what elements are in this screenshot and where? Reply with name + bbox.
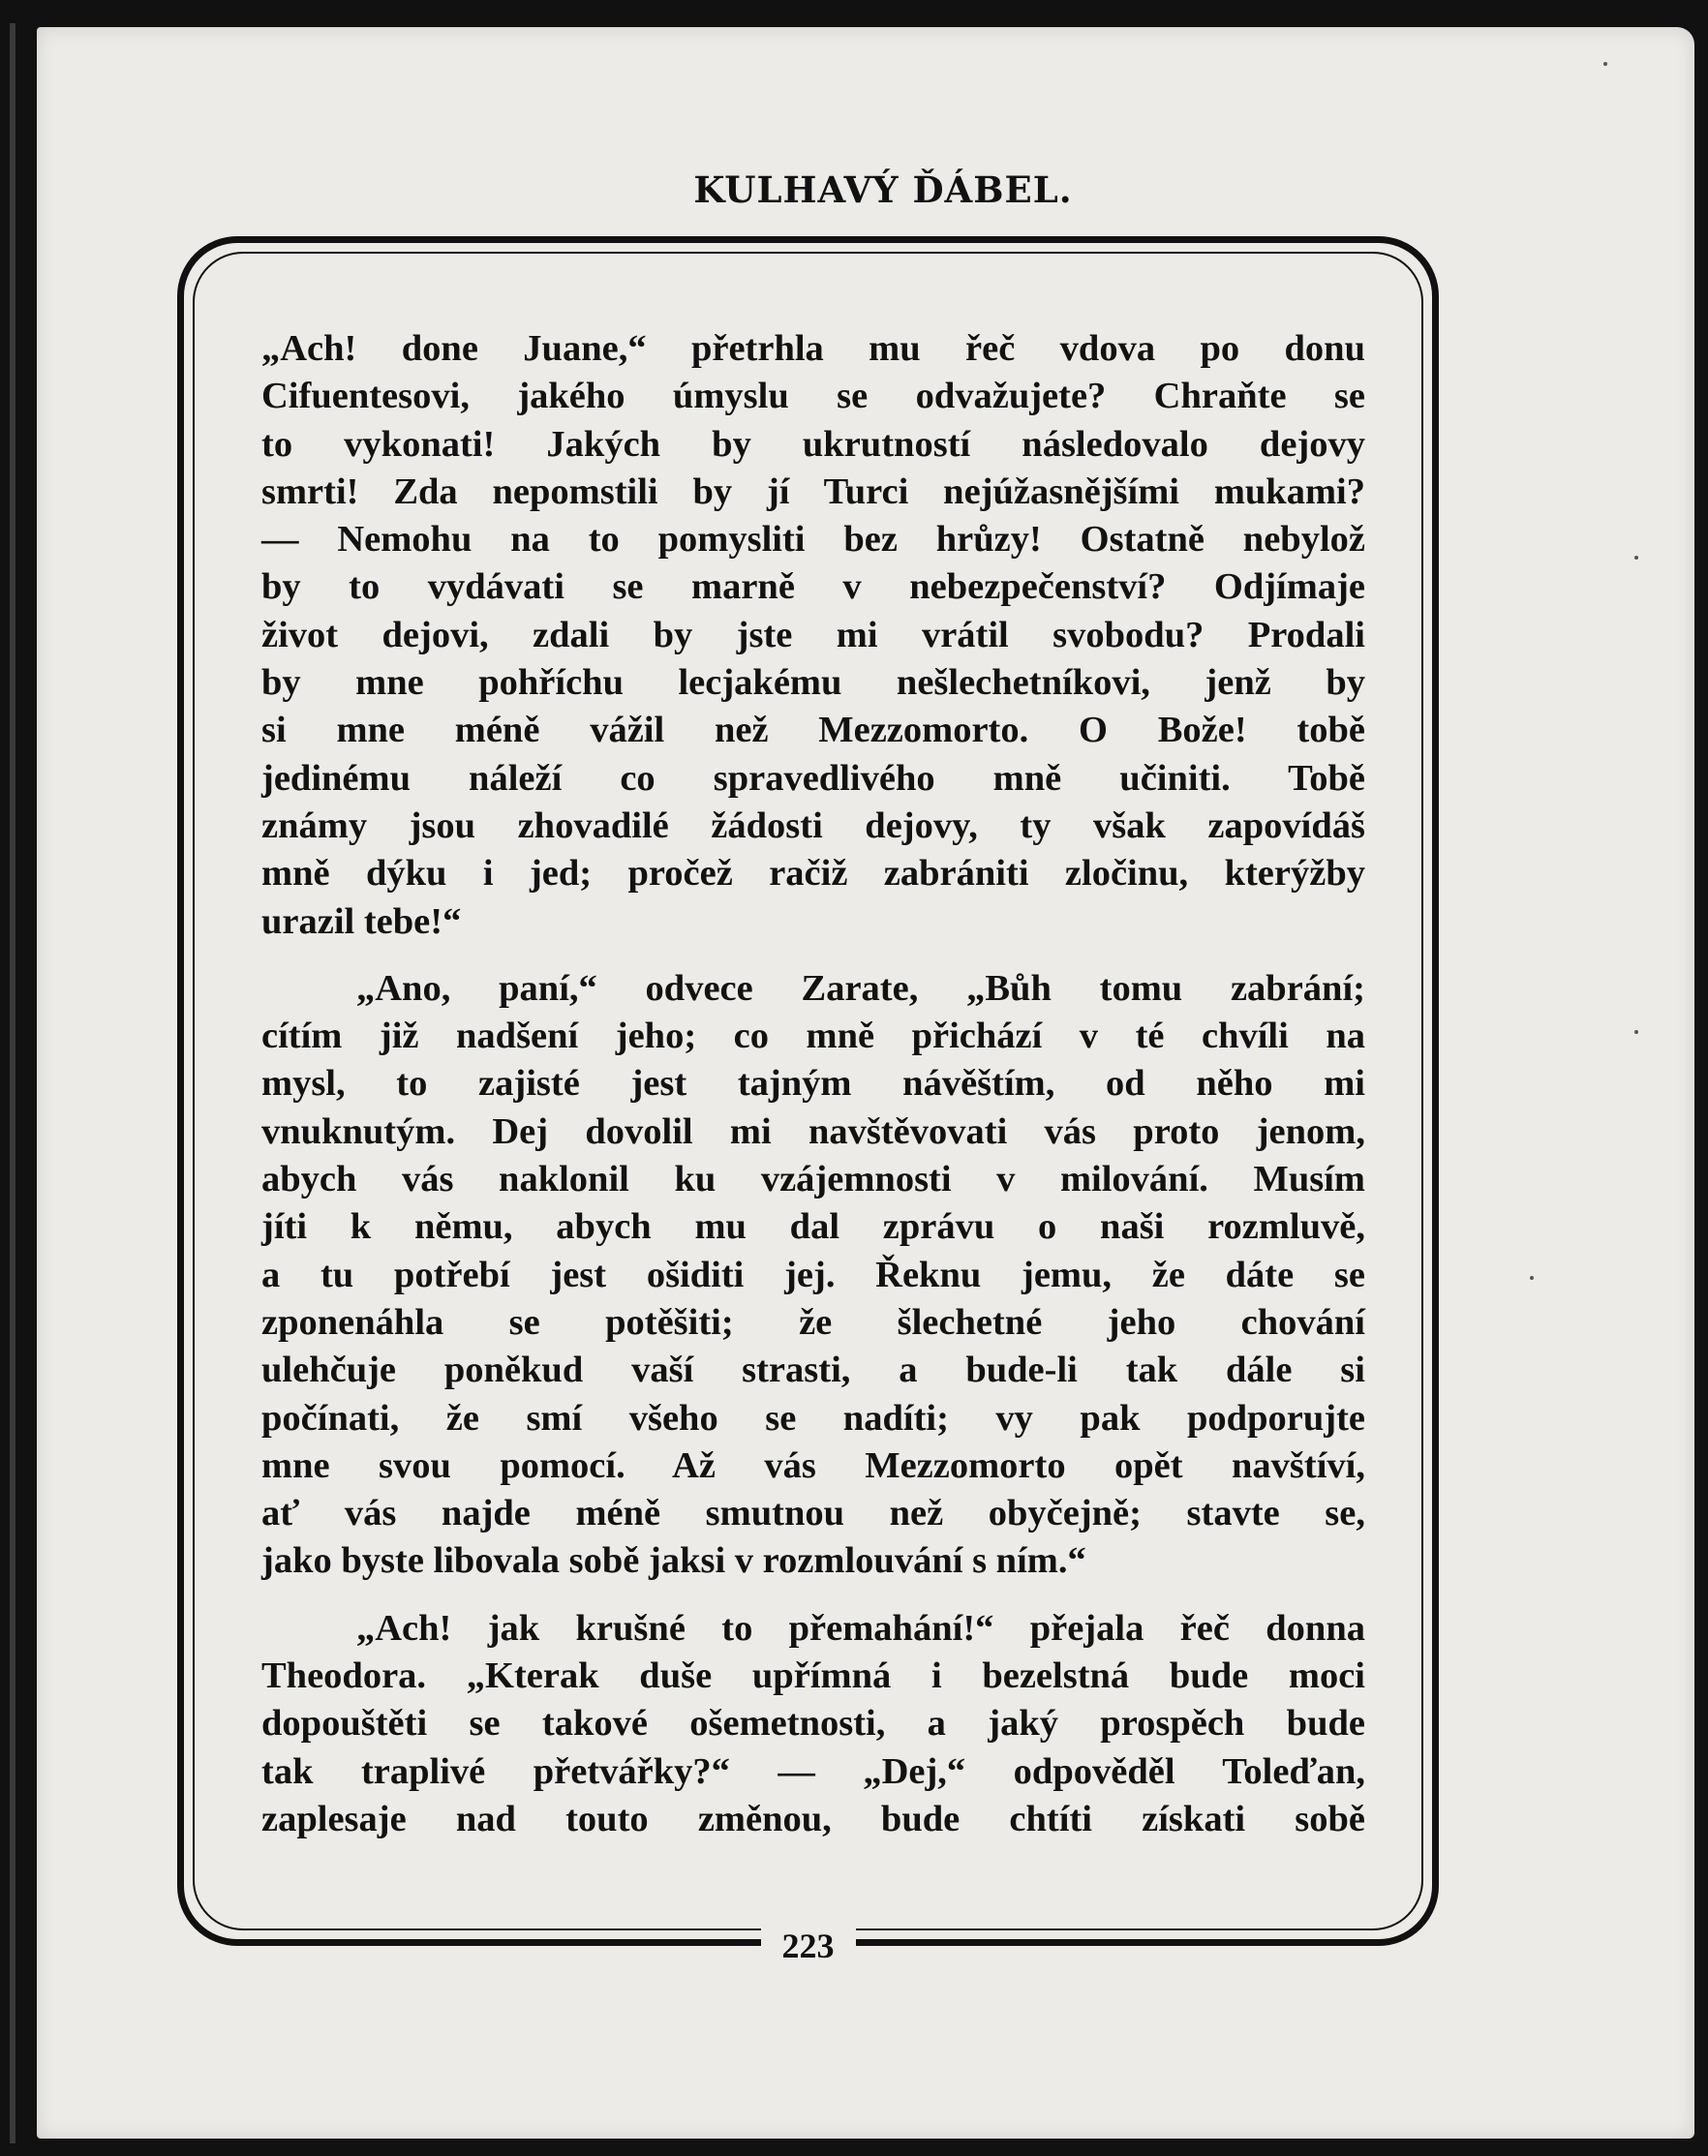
text-line: jedinému náleží co spravedlivého mně učiniti. Tobě: [261, 757, 1365, 799]
text-line: by to vydávati se marně v nebezpečenství? Odjímaje: [261, 566, 1365, 608]
text-line: si mne méně vážil než Mezzomorto. O Bože! tobě: [261, 710, 1365, 751]
text-line: mně dýku i jed; pročež račiž zabrániti zločinu, kterýžby: [261, 853, 1365, 895]
paragraph-2: [261, 965, 1365, 1586]
body-text: [261, 325, 1365, 1843]
text-line: známy jsou zhovadilé žádosti dejovy, ty však zapovídáš: [261, 805, 1365, 846]
paragraph-1: [261, 325, 1365, 946]
text-line: a tu potřebí jest ošiditi jej. Řeknu jemu, že dáte se: [261, 1254, 1365, 1295]
text-line: tak traplivé přetvářky?“ — „Dej,“ odpověděl Toleďan,: [261, 1750, 1365, 1792]
text-line: by mne pohříchu lecjakému nešlechetníkovi, jenž by: [261, 662, 1365, 704]
text-line: dopouštěti se takové ošemetnosti, a jaký prospěch bude: [261, 1703, 1365, 1745]
text-line: abych vás naklonil ku vzájemnosti v milování. Musím: [261, 1159, 1365, 1200]
text-line: ať vás najde méně smutnou než obyčejně; stavte se,: [261, 1493, 1365, 1534]
text-line: jíti k němu, abych mu dal zprávu o naši rozmluvě,: [261, 1206, 1365, 1248]
text-line: to vykonati! Jakých by ukrutností následovalo dejovy: [261, 423, 1365, 465]
running-header: KULHAVÝ ĎÁBEL.: [693, 168, 1073, 211]
paragraph-3: [261, 1605, 1365, 1843]
text-line: „Ach! jak krušné to přemahání!“ přejala řeč donna: [356, 1607, 1365, 1649]
text-line: vnuknutým. Dej dovolil mi navštěvovati vás proto jenom,: [261, 1110, 1365, 1152]
text-line: „Ano, paní,“ odvece Zarate, „Bůh tomu zabrání;: [356, 967, 1365, 1009]
text-line: ulehčuje poněkud vaší strasti, a bude-li tak dále si: [261, 1350, 1365, 1391]
page-number: 223: [761, 1922, 856, 1970]
scan-speck: [1634, 1030, 1638, 1034]
text-line: počínati, že smí všeho se nadíti; vy pak podporujte: [261, 1397, 1365, 1439]
text-line: Cifuentesovi, jakého úmyslu se odvažujete? Chraňte se: [261, 376, 1365, 417]
text-line: zponenáhla se potěšiti; že šlechetné jeho chování: [261, 1301, 1365, 1343]
text-line: život dejovi, zdali by jste mi vrátil svobodu? Prodali: [261, 614, 1365, 655]
text-line: smrti! Zda nepomstili by jí Turci nejúžasnějšími mukami?: [261, 471, 1365, 512]
text-line: mne svou pomocí. Až vás Mezzomorto opět navštíví,: [261, 1444, 1365, 1486]
text-line: urazil tebe!“: [261, 900, 462, 942]
text-line: zaplesaje nad touto změnou, bude chtíti získati sobě: [261, 1798, 1365, 1839]
text-line: mysl, to zajisté jest tajným návěštím, od něho mi: [261, 1063, 1365, 1105]
scan-speck: [1603, 62, 1607, 66]
scan-speck: [1530, 1276, 1534, 1280]
text-line: Theodora. „Kterak duše upřímná i bezelstná bude moci: [261, 1655, 1365, 1697]
scan-speck: [1634, 556, 1638, 560]
text-line: „Ach! done Juane,“ přetrhla mu řeč vdova po donu: [261, 328, 1365, 369]
text-line: — Nemohu na to pomysliti bez hrůzy! Ostatně nebylož: [261, 519, 1365, 561]
page-footer: [177, 1922, 1439, 1970]
text-line: jako byste libovala sobě jaksi v rozmlouvání s ním.“: [261, 1540, 1086, 1582]
text-line: cítím již nadšení jeho; co mně přichází v té chvíli na: [261, 1016, 1365, 1057]
book-spine-edge: [10, 23, 15, 2143]
